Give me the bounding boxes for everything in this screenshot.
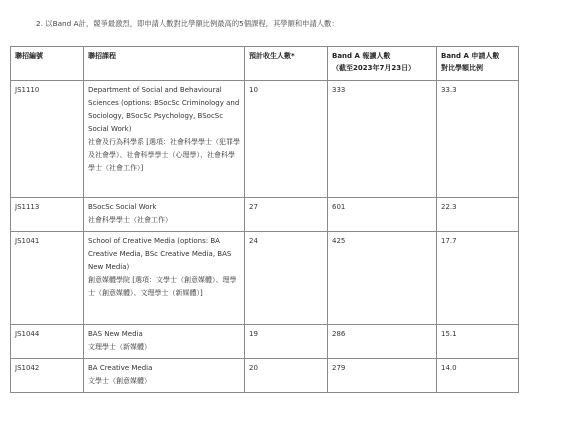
cell-code: JS1044 [11,325,84,359]
cell-code: JS1113 [11,198,84,232]
cell-ratio: 15.1 [437,325,519,359]
cell-code: JS1041 [11,232,84,325]
programme-zh: 社會科學學士（社會工作） [88,216,172,224]
programme-zh: 創意媒體學院 [選項：文學士（創意媒體）、理學士（創意媒體）、文理學士（新媒體）] [88,276,237,297]
programme-en: School of Creative Media (options: BA Creative Media, BSc Creative Media, BAS New Media) [88,237,232,271]
cell-band-a: 333 [328,81,437,198]
cell-intake: 24 [245,232,328,325]
header-ratio-line1: Band A 申請人數 [441,52,500,60]
cell-ratio: 17.7 [437,232,519,325]
cell-code: JS1110 [11,81,84,198]
header-ratio [437,47,519,81]
cell-programme [84,359,245,393]
programme-en: BA Creative Media [88,364,153,372]
programme-en: Department of Social and Behavioural Sciences (options: BSocSc Criminology and Sociology, BSocSc Psychology, BSocSc Social Work) [88,86,240,133]
table-row [11,198,519,232]
cell-ratio: 22.3 [437,198,519,232]
intro-text: 2. 以Band A計，競爭最激烈，即申請人數對比學額比例最高的5個課程，其學額和申請人數： [36,19,339,28]
header-ratio-line2: 對比學額比例 [441,64,483,72]
programme-zh: 文學士（創意媒體） [88,377,151,385]
programme-zh: 文理學士（新媒體） [88,343,151,351]
cell-intake: 27 [245,198,328,232]
programme-en: BSocSc Social Work [88,203,157,211]
header-band-a-line2: （截至2023年7月23日） [332,64,416,72]
cell-programme [84,232,245,325]
table-row [11,325,519,359]
table-row [11,81,519,198]
cell-code: JS1042 [11,359,84,393]
cell-band-a: 601 [328,198,437,232]
programme-zh: 社會及行為科學系 [選項：社會科學學士（犯罪學及社會學）、社會科學學士（心理學）、社會科學學士（社會工作）] [88,138,240,172]
header-band-a [328,47,437,81]
header-intake: 預計收生人數* [245,47,328,81]
cell-programme [84,325,245,359]
programme-table [10,46,519,393]
cell-intake: 10 [245,81,328,198]
cell-ratio: 33.3 [437,81,519,198]
programme-en: BAS New Media [88,330,143,338]
header-programme: 聯招課程 [84,47,245,81]
table-header-row [11,47,519,81]
table-row [11,359,519,393]
cell-band-a: 279 [328,359,437,393]
table-row [11,232,519,325]
cell-programme [84,81,245,198]
cell-programme [84,198,245,232]
cell-band-a: 425 [328,232,437,325]
cell-intake: 20 [245,359,328,393]
cell-band-a: 286 [328,325,437,359]
cell-ratio: 14.0 [437,359,519,393]
header-code: 聯招編號 [11,47,84,81]
cell-intake: 19 [245,325,328,359]
header-band-a-line1: Band A 報讀人數 [332,52,391,60]
